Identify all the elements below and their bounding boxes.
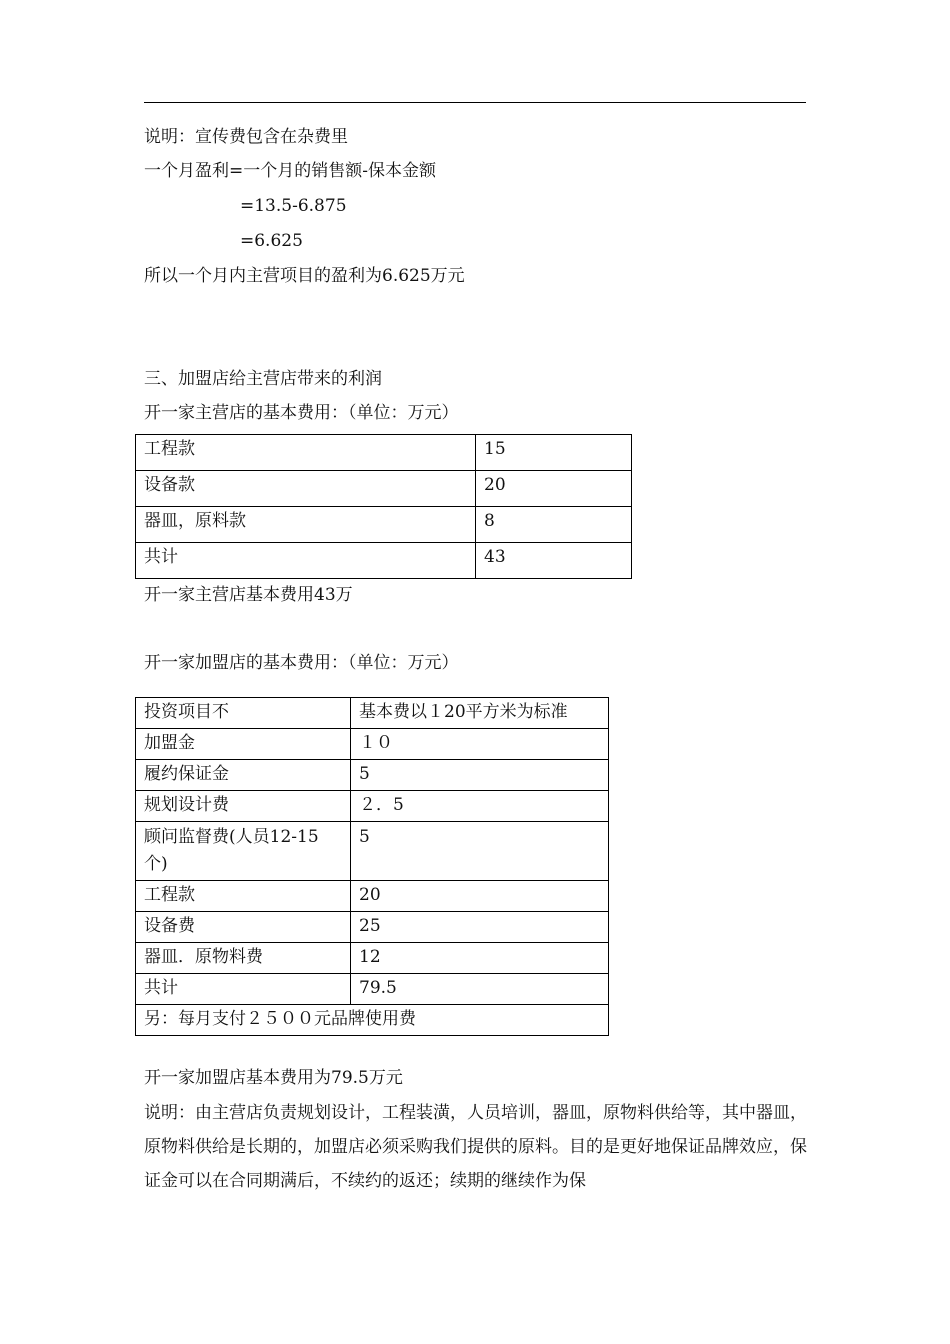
- table-row: [136, 912, 609, 943]
- section-heading: 三、加盟店给主营店带来的利润: [144, 369, 382, 389]
- table-row: [136, 471, 632, 507]
- calc-line-1: =13.5-6.875: [240, 196, 347, 216]
- franchise-cost-title: 开一家加盟店的基本费用：（单位：万元）: [144, 653, 459, 673]
- cost-value: 20: [476, 471, 632, 507]
- main-store-summary: 开一家主营店基本费用43万: [144, 585, 353, 605]
- cost-item: 共计: [136, 974, 351, 1005]
- cost-item: 规划设计费: [136, 791, 351, 822]
- calc-line-2: =6.625: [240, 231, 303, 251]
- cost-value: 5: [351, 760, 609, 791]
- table-row: [136, 507, 632, 543]
- table-row: [136, 822, 609, 881]
- cost-value: 12: [351, 943, 609, 974]
- brand-fee-note: 另：每月支付２５００元品牌使用费: [136, 1005, 609, 1036]
- cost-item: 器皿．原物料费: [136, 943, 351, 974]
- explanation-paragraph: 说明：由主营店负责规划设计，工程装潢，人员培训，器皿，原物料供给等，其中器皿，原物料供给是长期的，加盟店必须采购我们提供的原料。目的是更好地保证品牌效应，保证金可以在合同期满后，不续约的返还；续期的继续作为保: [144, 1103, 807, 1191]
- cost-value: 79.5: [351, 974, 609, 1005]
- header-rule: [144, 102, 806, 103]
- table-row: [136, 974, 609, 1005]
- table-row: [136, 435, 632, 471]
- cost-value: 15: [476, 435, 632, 471]
- cost-value: 20: [351, 881, 609, 912]
- table-row: [136, 791, 609, 822]
- column-header: 投资项目不: [136, 698, 351, 729]
- cost-value: ２．5: [351, 791, 609, 822]
- table-row: [136, 943, 609, 974]
- cost-item: 加盟金: [136, 729, 351, 760]
- cost-value: 8: [476, 507, 632, 543]
- profit-formula: 一个月盈利=一个月的销售额-保本金额: [144, 161, 436, 181]
- main-store-cost-title: 开一家主营店的基本费用：（单位：万元）: [144, 403, 459, 423]
- cost-item: 器皿，原料款: [136, 507, 476, 543]
- table-row: [136, 543, 632, 579]
- cost-item: 履约保证金: [136, 760, 351, 791]
- cost-item: 顾问监督费(人员12-15个): [136, 822, 351, 881]
- cost-item: 设备款: [136, 471, 476, 507]
- table-footer-row: [136, 1005, 609, 1036]
- cost-item: 工程款: [136, 435, 476, 471]
- cost-item: 设备费: [136, 912, 351, 943]
- cost-value: 5: [351, 822, 609, 881]
- franchise-summary: 开一家加盟店基本费用为79.5万元: [144, 1068, 403, 1088]
- cost-item: 共计: [136, 543, 476, 579]
- table-row: [136, 881, 609, 912]
- cost-value: １０: [351, 729, 609, 760]
- main-store-cost-table: [135, 434, 632, 579]
- cost-item: 工程款: [136, 881, 351, 912]
- column-header: 基本费以１20平方米为标准: [351, 698, 609, 729]
- cost-value: 43: [476, 543, 632, 579]
- cost-value: 25: [351, 912, 609, 943]
- note-publicity: 说明：宣传费包含在杂费里: [144, 127, 348, 147]
- table-header-row: [136, 698, 609, 729]
- franchise-cost-table: [135, 697, 609, 1036]
- table-row: [136, 729, 609, 760]
- table-row: [136, 760, 609, 791]
- profit-conclusion: 所以一个月内主营项目的盈利为6.625万元: [144, 266, 465, 286]
